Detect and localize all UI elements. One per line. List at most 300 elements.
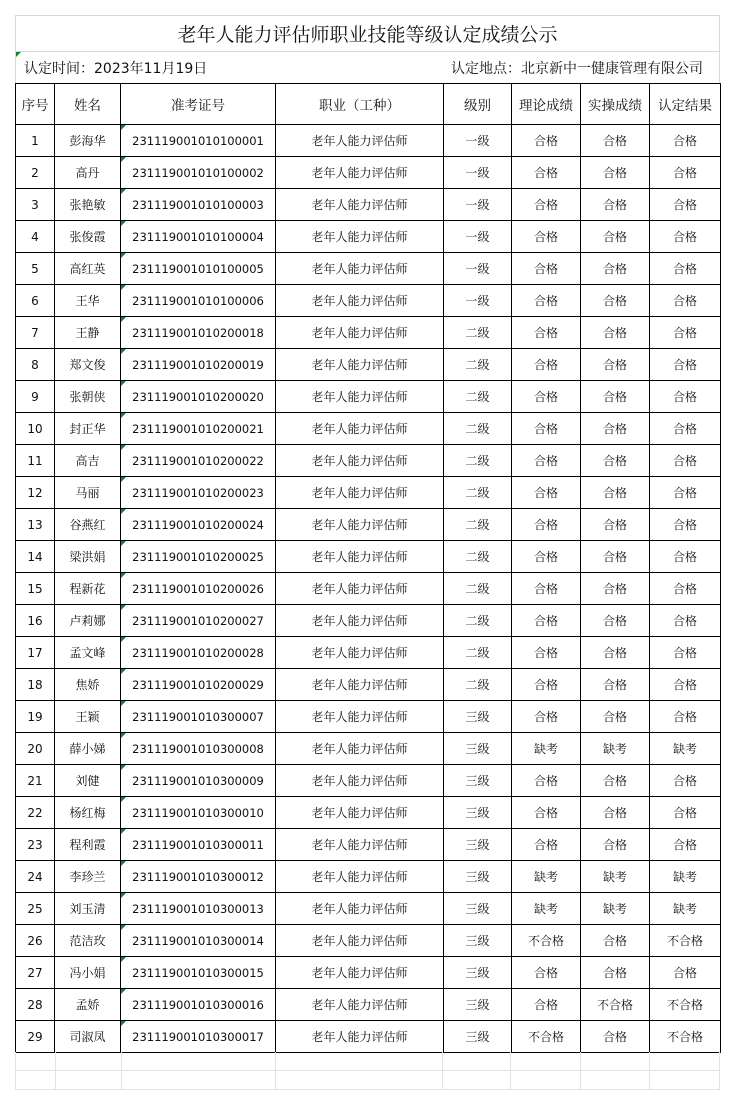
- table-row: [16, 893, 721, 925]
- table-row: [16, 861, 721, 893]
- cell-result[interactable]: 合格: [650, 637, 721, 669]
- cell-practical-score[interactable]: 合格: [581, 765, 650, 797]
- cell-marker-icon: [121, 765, 126, 770]
- header-result[interactable]: 认定结果: [650, 84, 721, 125]
- cell-name[interactable]: 梁洪娟: [55, 541, 121, 573]
- cell-exam-number[interactable]: [121, 317, 276, 349]
- cell-practical-score[interactable]: 合格: [581, 605, 650, 637]
- cell-level[interactable]: 二级: [444, 509, 512, 541]
- cell-practical-score[interactable]: 合格: [581, 285, 650, 317]
- cell-exam-number[interactable]: [121, 1021, 276, 1053]
- cell-level[interactable]: 二级: [444, 669, 512, 701]
- cell-name[interactable]: 卢莉娜: [55, 605, 121, 637]
- cell-practical-score[interactable]: 合格: [581, 829, 650, 861]
- cell-level[interactable]: 三级: [444, 925, 512, 957]
- cell-theory-score[interactable]: 不合格: [512, 1021, 581, 1053]
- cell-practical-score[interactable]: 不合格: [581, 989, 650, 1021]
- exam-number-text: 231119001010300008: [132, 741, 264, 756]
- cell-theory-score[interactable]: 缺考: [512, 893, 581, 925]
- cell-level[interactable]: 三级: [444, 957, 512, 989]
- cell-level[interactable]: 三级: [444, 1021, 512, 1053]
- cell-name[interactable]: 程利霞: [55, 829, 121, 861]
- cell-level[interactable]: 三级: [444, 701, 512, 733]
- table-row: [16, 989, 721, 1021]
- exam-number-text: 231119001010200025: [132, 549, 264, 564]
- cell-practical-score[interactable]: 合格: [581, 477, 650, 509]
- cell-exam-number[interactable]: [121, 285, 276, 317]
- cell-result[interactable]: 合格: [650, 253, 721, 285]
- table-row: [16, 381, 721, 413]
- cell-practical-score[interactable]: 合格: [581, 221, 650, 253]
- cell-occupation[interactable]: 老年人能力评估师: [276, 189, 444, 221]
- cell-index[interactable]: 10: [16, 413, 55, 445]
- exam-number-text: 231119001010200024: [132, 517, 264, 532]
- cell-name[interactable]: 冯小娟: [55, 957, 121, 989]
- cell-occupation[interactable]: 老年人能力评估师: [276, 829, 444, 861]
- exam-number-text: 231119001010200023: [132, 485, 264, 500]
- cell-practical-score[interactable]: 合格: [581, 797, 650, 829]
- cell-practical-score[interactable]: 合格: [581, 381, 650, 413]
- cell-occupation[interactable]: 老年人能力评估师: [276, 925, 444, 957]
- cell-marker-icon: [121, 605, 126, 610]
- cell-name[interactable]: 高丹: [55, 157, 121, 189]
- cell-result[interactable]: 不合格: [650, 925, 721, 957]
- header-theory-score[interactable]: 理论成绩: [512, 84, 581, 125]
- cell-practical-score[interactable]: 合格: [581, 413, 650, 445]
- cell-practical-score[interactable]: 合格: [581, 925, 650, 957]
- exam-number-text: 231119001010200029: [132, 677, 264, 692]
- cell-exam-number[interactable]: [121, 157, 276, 189]
- cell-practical-score[interactable]: 合格: [581, 669, 650, 701]
- cell-exam-number[interactable]: [121, 989, 276, 1021]
- empty-row[interactable]: [15, 1071, 720, 1090]
- cell-exam-number[interactable]: [121, 605, 276, 637]
- cell-occupation[interactable]: 老年人能力评估师: [276, 317, 444, 349]
- cell-marker-icon: [121, 861, 126, 866]
- cell-name[interactable]: 李珍兰: [55, 861, 121, 893]
- cell-level[interactable]: 二级: [444, 605, 512, 637]
- cell-theory-score[interactable]: 不合格: [512, 925, 581, 957]
- cell-level[interactable]: 三级: [444, 893, 512, 925]
- table-row: [16, 413, 721, 445]
- cell-exam-number[interactable]: [121, 349, 276, 381]
- cell-practical-score[interactable]: 合格: [581, 637, 650, 669]
- cell-occupation[interactable]: 老年人能力评估师: [276, 861, 444, 893]
- cell-exam-number[interactable]: [121, 765, 276, 797]
- cell-level[interactable]: 二级: [444, 349, 512, 381]
- cell-exam-number[interactable]: [121, 669, 276, 701]
- cell-index[interactable]: 25: [16, 893, 55, 925]
- cell-exam-number[interactable]: [121, 573, 276, 605]
- cell-index[interactable]: 21: [16, 765, 55, 797]
- cell-index[interactable]: 2: [16, 157, 55, 189]
- cell-theory-score[interactable]: 合格: [512, 765, 581, 797]
- cell-result[interactable]: 合格: [650, 157, 721, 189]
- cell-occupation[interactable]: 老年人能力评估师: [276, 637, 444, 669]
- cell-marker-icon: [121, 381, 126, 386]
- table-row: [16, 189, 721, 221]
- cell-name[interactable]: 谷燕红: [55, 509, 121, 541]
- cell-exam-number[interactable]: [121, 701, 276, 733]
- cell-occupation[interactable]: 老年人能力评估师: [276, 381, 444, 413]
- cell-name[interactable]: 王华: [55, 285, 121, 317]
- cell-name[interactable]: 孟娇: [55, 989, 121, 1021]
- cell-name[interactable]: 刘健: [55, 765, 121, 797]
- cell-name[interactable]: 彭海华: [55, 125, 121, 157]
- cell-name[interactable]: 孟文峰: [55, 637, 121, 669]
- cell-index[interactable]: 28: [16, 989, 55, 1021]
- cell-level[interactable]: 三级: [444, 829, 512, 861]
- cell-practical-score[interactable]: 合格: [581, 445, 650, 477]
- cell-result[interactable]: 不合格: [650, 989, 721, 1021]
- cell-result[interactable]: 合格: [650, 765, 721, 797]
- cell-practical-score[interactable]: 合格: [581, 157, 650, 189]
- cell-marker-icon: [121, 157, 126, 162]
- cell-result[interactable]: 合格: [650, 541, 721, 573]
- cell-marker-icon: [121, 189, 126, 194]
- info-row[interactable]: [15, 51, 720, 83]
- table-row: [16, 1021, 721, 1053]
- cell-practical-score[interactable]: 合格: [581, 189, 650, 221]
- cell-index[interactable]: 14: [16, 541, 55, 573]
- cell-theory-score[interactable]: 合格: [512, 221, 581, 253]
- cell-occupation[interactable]: 老年人能力评估师: [276, 701, 444, 733]
- cell-practical-score[interactable]: 合格: [581, 573, 650, 605]
- cell-occupation[interactable]: 老年人能力评估师: [276, 1021, 444, 1053]
- cell-exam-number[interactable]: [121, 189, 276, 221]
- cell-theory-score[interactable]: 合格: [512, 445, 581, 477]
- cell-index[interactable]: 13: [16, 509, 55, 541]
- cell-marker-icon: [121, 701, 126, 706]
- cell-theory-score[interactable]: 合格: [512, 413, 581, 445]
- empty-row[interactable]: [15, 1052, 720, 1071]
- exam-number-text: 231119001010200027: [132, 613, 264, 628]
- cell-index[interactable]: 24: [16, 861, 55, 893]
- cell-exam-number[interactable]: [121, 925, 276, 957]
- cell-index[interactable]: 7: [16, 317, 55, 349]
- certification-date: 认定时间：2023年11月19日: [24, 60, 208, 77]
- cell-result[interactable]: 合格: [650, 477, 721, 509]
- cell-occupation[interactable]: 老年人能力评估师: [276, 125, 444, 157]
- cell-occupation[interactable]: 老年人能力评估师: [276, 573, 444, 605]
- cell-practical-score[interactable]: 合格: [581, 125, 650, 157]
- cell-theory-score[interactable]: 合格: [512, 989, 581, 1021]
- cell-occupation[interactable]: 老年人能力评估师: [276, 221, 444, 253]
- cell-result[interactable]: 合格: [650, 669, 721, 701]
- exam-number-text: 231119001010100002: [132, 165, 264, 180]
- cell-index[interactable]: 8: [16, 349, 55, 381]
- cell-theory-score[interactable]: 合格: [512, 157, 581, 189]
- cell-result[interactable]: 合格: [650, 285, 721, 317]
- cell-level[interactable]: 三级: [444, 861, 512, 893]
- cell-occupation[interactable]: 老年人能力评估师: [276, 445, 444, 477]
- cell-name[interactable]: 张艳敏: [55, 189, 121, 221]
- table-row: [16, 125, 721, 157]
- table-row: [16, 637, 721, 669]
- cell-result[interactable]: 合格: [650, 573, 721, 605]
- cell-occupation[interactable]: 老年人能力评估师: [276, 253, 444, 285]
- cell-marker-icon: [121, 1021, 126, 1026]
- cell-exam-number[interactable]: [121, 125, 276, 157]
- cell-exam-number[interactable]: [121, 861, 276, 893]
- cell-exam-number[interactable]: [121, 797, 276, 829]
- cell-marker-icon: [121, 829, 126, 834]
- cell-theory-score[interactable]: 合格: [512, 829, 581, 861]
- cell-index[interactable]: 15: [16, 573, 55, 605]
- cell-occupation[interactable]: 老年人能力评估师: [276, 157, 444, 189]
- cell-practical-score[interactable]: 合格: [581, 541, 650, 573]
- cell-level[interactable]: 一级: [444, 189, 512, 221]
- cell-exam-number[interactable]: [121, 957, 276, 989]
- cell-level[interactable]: 二级: [444, 541, 512, 573]
- cell-marker-icon: [121, 797, 126, 802]
- cell-occupation[interactable]: 老年人能力评估师: [276, 413, 444, 445]
- cell-theory-score[interactable]: 合格: [512, 253, 581, 285]
- cell-occupation[interactable]: 老年人能力评估师: [276, 541, 444, 573]
- table-row: [16, 509, 721, 541]
- cell-marker-icon: [121, 925, 126, 930]
- cell-name[interactable]: 焦娇: [55, 669, 121, 701]
- cell-occupation[interactable]: 老年人能力评估师: [276, 349, 444, 381]
- table-row: [16, 445, 721, 477]
- cell-theory-score[interactable]: 合格: [512, 477, 581, 509]
- cell-result[interactable]: 合格: [650, 605, 721, 637]
- cell-name[interactable]: 刘玉清: [55, 893, 121, 925]
- cell-occupation[interactable]: 老年人能力评估师: [276, 477, 444, 509]
- cell-theory-score[interactable]: 合格: [512, 509, 581, 541]
- cell-result[interactable]: 缺考: [650, 733, 721, 765]
- cell-theory-score[interactable]: 合格: [512, 637, 581, 669]
- cell-result[interactable]: 合格: [650, 509, 721, 541]
- cell-theory-score[interactable]: 合格: [512, 701, 581, 733]
- cell-practical-score[interactable]: 缺考: [581, 893, 650, 925]
- cell-theory-score[interactable]: 缺考: [512, 861, 581, 893]
- cell-theory-score[interactable]: 合格: [512, 317, 581, 349]
- cell-result[interactable]: 合格: [650, 317, 721, 349]
- cell-practical-score[interactable]: 缺考: [581, 861, 650, 893]
- cell-practical-score[interactable]: 合格: [581, 1021, 650, 1053]
- cell-marker-icon: [121, 573, 126, 578]
- cell-occupation[interactable]: 老年人能力评估师: [276, 893, 444, 925]
- cell-index[interactable]: 4: [16, 221, 55, 253]
- exam-number-text: 231119001010200020: [132, 389, 264, 404]
- header-index[interactable]: 序号: [16, 84, 55, 125]
- table-row: [16, 253, 721, 285]
- cell-index[interactable]: 17: [16, 637, 55, 669]
- cell-theory-score[interactable]: 合格: [512, 669, 581, 701]
- cell-index[interactable]: 29: [16, 1021, 55, 1053]
- cell-exam-number[interactable]: [121, 893, 276, 925]
- cell-marker-icon: [121, 477, 126, 482]
- cell-occupation[interactable]: 老年人能力评估师: [276, 285, 444, 317]
- cell-result[interactable]: 缺考: [650, 893, 721, 925]
- cell-exam-number[interactable]: [121, 829, 276, 861]
- cell-result[interactable]: 不合格: [650, 1021, 721, 1053]
- cell-name[interactable]: 郑文俊: [55, 349, 121, 381]
- exam-number-text: 231119001010300017: [132, 1029, 264, 1044]
- cell-name[interactable]: 薛小娣: [55, 733, 121, 765]
- cell-theory-score[interactable]: 合格: [512, 381, 581, 413]
- cell-practical-score[interactable]: 缺考: [581, 733, 650, 765]
- cell-theory-score[interactable]: 合格: [512, 541, 581, 573]
- header-level[interactable]: 级别: [444, 84, 512, 125]
- cell-level[interactable]: 一级: [444, 253, 512, 285]
- table-row: [16, 221, 721, 253]
- cell-marker-icon: [121, 893, 126, 898]
- cell-marker-icon: [121, 253, 126, 258]
- cell-practical-score[interactable]: 合格: [581, 253, 650, 285]
- cell-name[interactable]: 高红英: [55, 253, 121, 285]
- exam-number-text: 231119001010300015: [132, 965, 264, 980]
- cell-level[interactable]: 一级: [444, 285, 512, 317]
- cell-result[interactable]: 合格: [650, 829, 721, 861]
- cell-marker-icon: [121, 285, 126, 290]
- cell-name[interactable]: 高吉: [55, 445, 121, 477]
- cell-exam-number[interactable]: [121, 509, 276, 541]
- cell-index[interactable]: 27: [16, 957, 55, 989]
- exam-number-text: 231119001010300011: [132, 837, 264, 852]
- cell-theory-score[interactable]: 合格: [512, 125, 581, 157]
- cell-exam-number[interactable]: [121, 381, 276, 413]
- cell-marker-icon: [121, 413, 126, 418]
- exam-number-text: 231119001010100004: [132, 229, 264, 244]
- table-row: [16, 925, 721, 957]
- cell-index[interactable]: 20: [16, 733, 55, 765]
- cell-theory-score[interactable]: 缺考: [512, 733, 581, 765]
- cell-index[interactable]: 3: [16, 189, 55, 221]
- cell-level[interactable]: 三级: [444, 797, 512, 829]
- cell-occupation[interactable]: 老年人能力评估师: [276, 797, 444, 829]
- exam-number-text: 231119001010200019: [132, 357, 264, 372]
- cell-result[interactable]: 合格: [650, 349, 721, 381]
- cell-practical-score[interactable]: 合格: [581, 509, 650, 541]
- cell-name[interactable]: 张俊霞: [55, 221, 121, 253]
- cell-name[interactable]: 程新花: [55, 573, 121, 605]
- cell-result[interactable]: 合格: [650, 957, 721, 989]
- cell-theory-score[interactable]: 合格: [512, 605, 581, 637]
- cell-result[interactable]: 合格: [650, 125, 721, 157]
- cell-index[interactable]: 9: [16, 381, 55, 413]
- cell-theory-score[interactable]: 合格: [512, 189, 581, 221]
- cell-level[interactable]: 二级: [444, 573, 512, 605]
- cell-level[interactable]: 三级: [444, 765, 512, 797]
- cell-theory-score[interactable]: 合格: [512, 285, 581, 317]
- cell-exam-number[interactable]: [121, 445, 276, 477]
- cell-result[interactable]: 合格: [650, 381, 721, 413]
- cell-index[interactable]: 26: [16, 925, 55, 957]
- cell-level[interactable]: 二级: [444, 637, 512, 669]
- cell-exam-number[interactable]: [121, 413, 276, 445]
- cell-result[interactable]: 合格: [650, 797, 721, 829]
- cell-result[interactable]: 合格: [650, 189, 721, 221]
- cell-level[interactable]: 二级: [444, 477, 512, 509]
- cell-name[interactable]: 封正华: [55, 413, 121, 445]
- cell-level[interactable]: 一级: [444, 221, 512, 253]
- cell-index[interactable]: 6: [16, 285, 55, 317]
- cell-result[interactable]: 合格: [650, 413, 721, 445]
- cell-index[interactable]: 16: [16, 605, 55, 637]
- cell-exam-number[interactable]: [121, 637, 276, 669]
- cell-practical-score[interactable]: 合格: [581, 957, 650, 989]
- exam-number-text: 231119001010200022: [132, 453, 264, 468]
- header-practical-score[interactable]: 实操成绩: [581, 84, 650, 125]
- cell-exam-number[interactable]: [121, 733, 276, 765]
- exam-number-text: 231119001010300014: [132, 933, 264, 948]
- cell-exam-number[interactable]: [121, 221, 276, 253]
- cell-occupation[interactable]: 老年人能力评估师: [276, 733, 444, 765]
- cell-theory-score[interactable]: 合格: [512, 797, 581, 829]
- cell-result[interactable]: 缺考: [650, 861, 721, 893]
- cell-name[interactable]: 王颖: [55, 701, 121, 733]
- cell-name[interactable]: 王静: [55, 317, 121, 349]
- cell-index[interactable]: 1: [16, 125, 55, 157]
- cell-practical-score[interactable]: 合格: [581, 349, 650, 381]
- cell-name[interactable]: 张朝侠: [55, 381, 121, 413]
- cell-theory-score[interactable]: 合格: [512, 957, 581, 989]
- header-exam-number[interactable]: 准考证号: [121, 84, 276, 125]
- header-name[interactable]: 姓名: [55, 84, 121, 125]
- cell-index[interactable]: 23: [16, 829, 55, 861]
- cell-exam-number[interactable]: [121, 477, 276, 509]
- cell-occupation[interactable]: 老年人能力评估师: [276, 765, 444, 797]
- exam-number-text: 231119001010300010: [132, 805, 264, 820]
- results-sheet: [15, 15, 720, 1053]
- cell-level[interactable]: 一级: [444, 125, 512, 157]
- cell-index[interactable]: 22: [16, 797, 55, 829]
- cell-occupation[interactable]: 老年人能力评估师: [276, 957, 444, 989]
- cell-exam-number[interactable]: [121, 253, 276, 285]
- cell-result[interactable]: 合格: [650, 221, 721, 253]
- cell-index[interactable]: 19: [16, 701, 55, 733]
- cell-level[interactable]: 三级: [444, 989, 512, 1021]
- cell-index[interactable]: 11: [16, 445, 55, 477]
- cell-occupation[interactable]: 老年人能力评估师: [276, 509, 444, 541]
- sheet-title-row[interactable]: [15, 15, 720, 51]
- cell-level[interactable]: 三级: [444, 733, 512, 765]
- table-row: [16, 541, 721, 573]
- header-occupation[interactable]: 职业（工种）: [276, 84, 444, 125]
- cell-name[interactable]: 范洁玫: [55, 925, 121, 957]
- cell-occupation[interactable]: 老年人能力评估师: [276, 669, 444, 701]
- cell-occupation[interactable]: 老年人能力评估师: [276, 989, 444, 1021]
- exam-number-text: 231119001010200021: [132, 421, 264, 436]
- cell-index[interactable]: 18: [16, 669, 55, 701]
- cell-level[interactable]: 二级: [444, 445, 512, 477]
- exam-number-text: 231119001010300009: [132, 773, 264, 788]
- cell-occupation[interactable]: 老年人能力评估师: [276, 605, 444, 637]
- cell-level[interactable]: 一级: [444, 157, 512, 189]
- cell-level[interactable]: 二级: [444, 317, 512, 349]
- cell-theory-score[interactable]: 合格: [512, 349, 581, 381]
- cell-level[interactable]: 二级: [444, 381, 512, 413]
- cell-theory-score[interactable]: 合格: [512, 573, 581, 605]
- cell-index[interactable]: 5: [16, 253, 55, 285]
- cell-exam-number[interactable]: [121, 541, 276, 573]
- cell-name[interactable]: 司淑凤: [55, 1021, 121, 1053]
- cell-name[interactable]: 马丽: [55, 477, 121, 509]
- cell-index[interactable]: 12: [16, 477, 55, 509]
- cell-result[interactable]: 合格: [650, 445, 721, 477]
- cell-marker-icon: [121, 349, 126, 354]
- table-row: [16, 957, 721, 989]
- exam-number-text: 231119001010100005: [132, 261, 264, 276]
- cell-name[interactable]: 杨红梅: [55, 797, 121, 829]
- cell-level[interactable]: 二级: [444, 413, 512, 445]
- cell-practical-score[interactable]: 合格: [581, 317, 650, 349]
- cell-result[interactable]: 合格: [650, 701, 721, 733]
- table-row: [16, 701, 721, 733]
- cell-practical-score[interactable]: 合格: [581, 701, 650, 733]
